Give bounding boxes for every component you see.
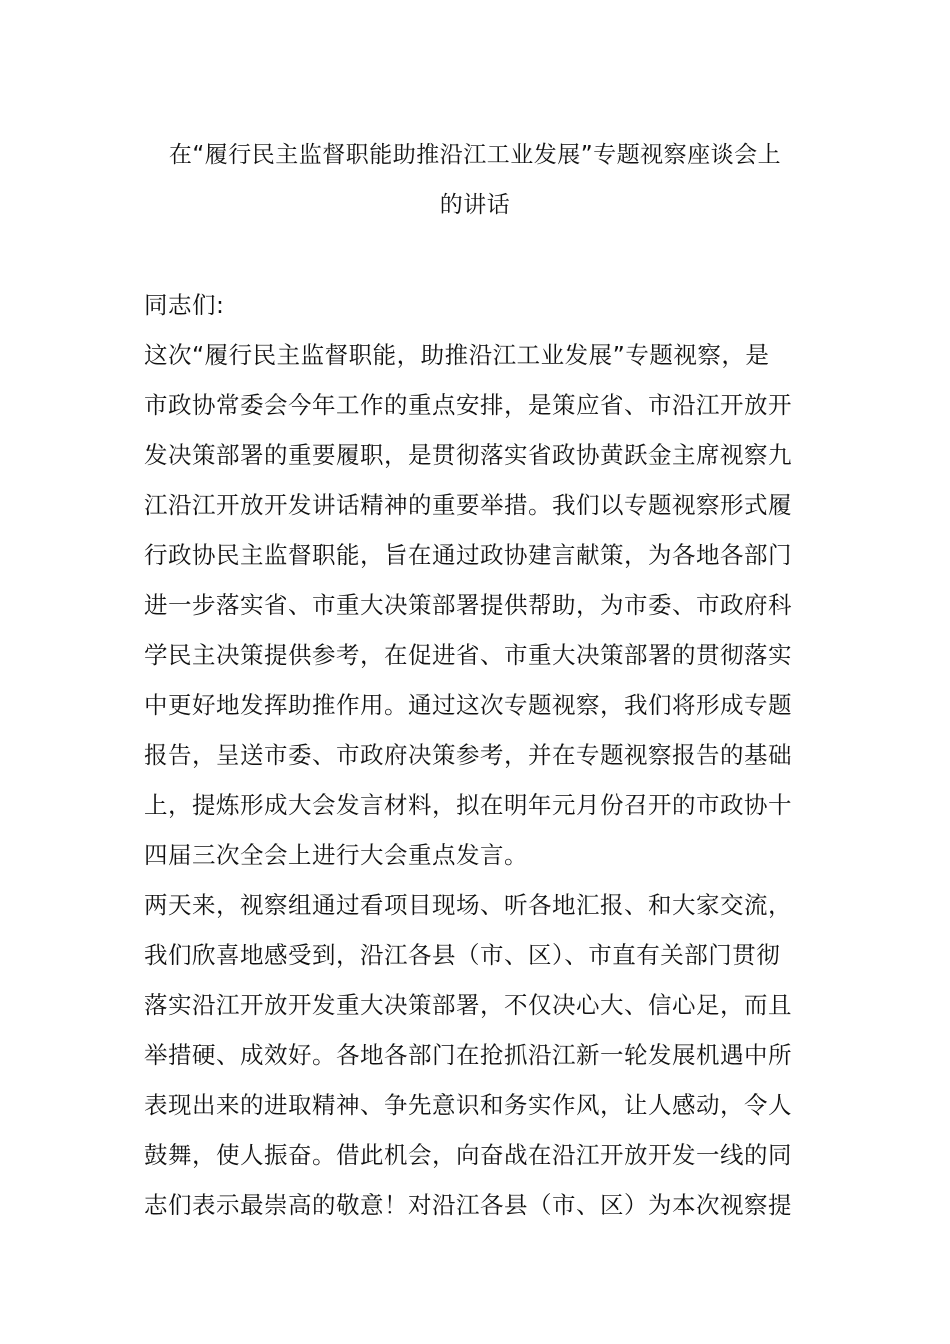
body-line: 发决策部署的重要履职，是贯彻落实省政协黄跃金主席视察九	[144, 441, 792, 469]
salutation: 同志们:	[144, 291, 225, 319]
body-line: 中更好地发挥助推作用。通过这次专题视察，我们将形成专题	[144, 691, 792, 719]
body-line: 两天来，视察组通过看项目现场、听各地汇报、和大家交流，	[144, 891, 792, 919]
body-line: 我们欣喜地感受到，沿江各县（市、区）、市直有关部门贯彻	[144, 941, 781, 969]
title-line-1: 在“履行民主监督职能助推沿江工业发展”专题视察座谈会上	[168, 142, 782, 168]
document-title	[120, 130, 830, 230]
body-line: 市政协常委会今年工作的重点安排，是策应省、市沿江开放开	[144, 391, 792, 419]
body-line: 江沿江开放开发讲话精神的重要举措。我们以专题视察形式履	[144, 491, 792, 519]
body-line: 举措硬、成效好。各地各部门在抢抓沿江新一轮发展机遇中所	[144, 1041, 792, 1069]
body-line: 上，提炼形成大会发言材料，拟在明年元月份召开的市政协十	[144, 791, 792, 819]
body-line: 学民主决策提供参考，在促进省、市重大决策部署的贯彻落实	[144, 641, 792, 669]
title-line-2: 的讲话	[439, 192, 511, 218]
body-line: 四届三次全会上进行大会重点发言。	[144, 841, 528, 869]
body-line: 落实沿江开放开发重大决策部署，不仅决心大、信心足，而且	[144, 991, 792, 1019]
body-line: 鼓舞，使人振奋。借此机会，向奋战在沿江开放开发一线的同	[144, 1141, 792, 1169]
body-line: 行政协民主监督职能，旨在通过政协建言献策，为各地各部门	[144, 541, 792, 569]
document-body	[144, 280, 814, 1230]
body-line: 进一步落实省、市重大决策部署提供帮助，为市委、市政府科	[144, 591, 792, 619]
body-line: 志们表示最崇高的敬意！对沿江各县（市、区）为本次视察提	[144, 1191, 792, 1219]
body-line: 表现出来的进取精神、争先意识和务实作风，让人感动，令人	[144, 1091, 792, 1119]
body-line: 报告，呈送市委、市政府决策参考，并在专题视察报告的基础	[144, 741, 792, 769]
body-line: 这次“履行民主监督职能，助推沿江工业发展”专题视察，是	[144, 341, 770, 369]
